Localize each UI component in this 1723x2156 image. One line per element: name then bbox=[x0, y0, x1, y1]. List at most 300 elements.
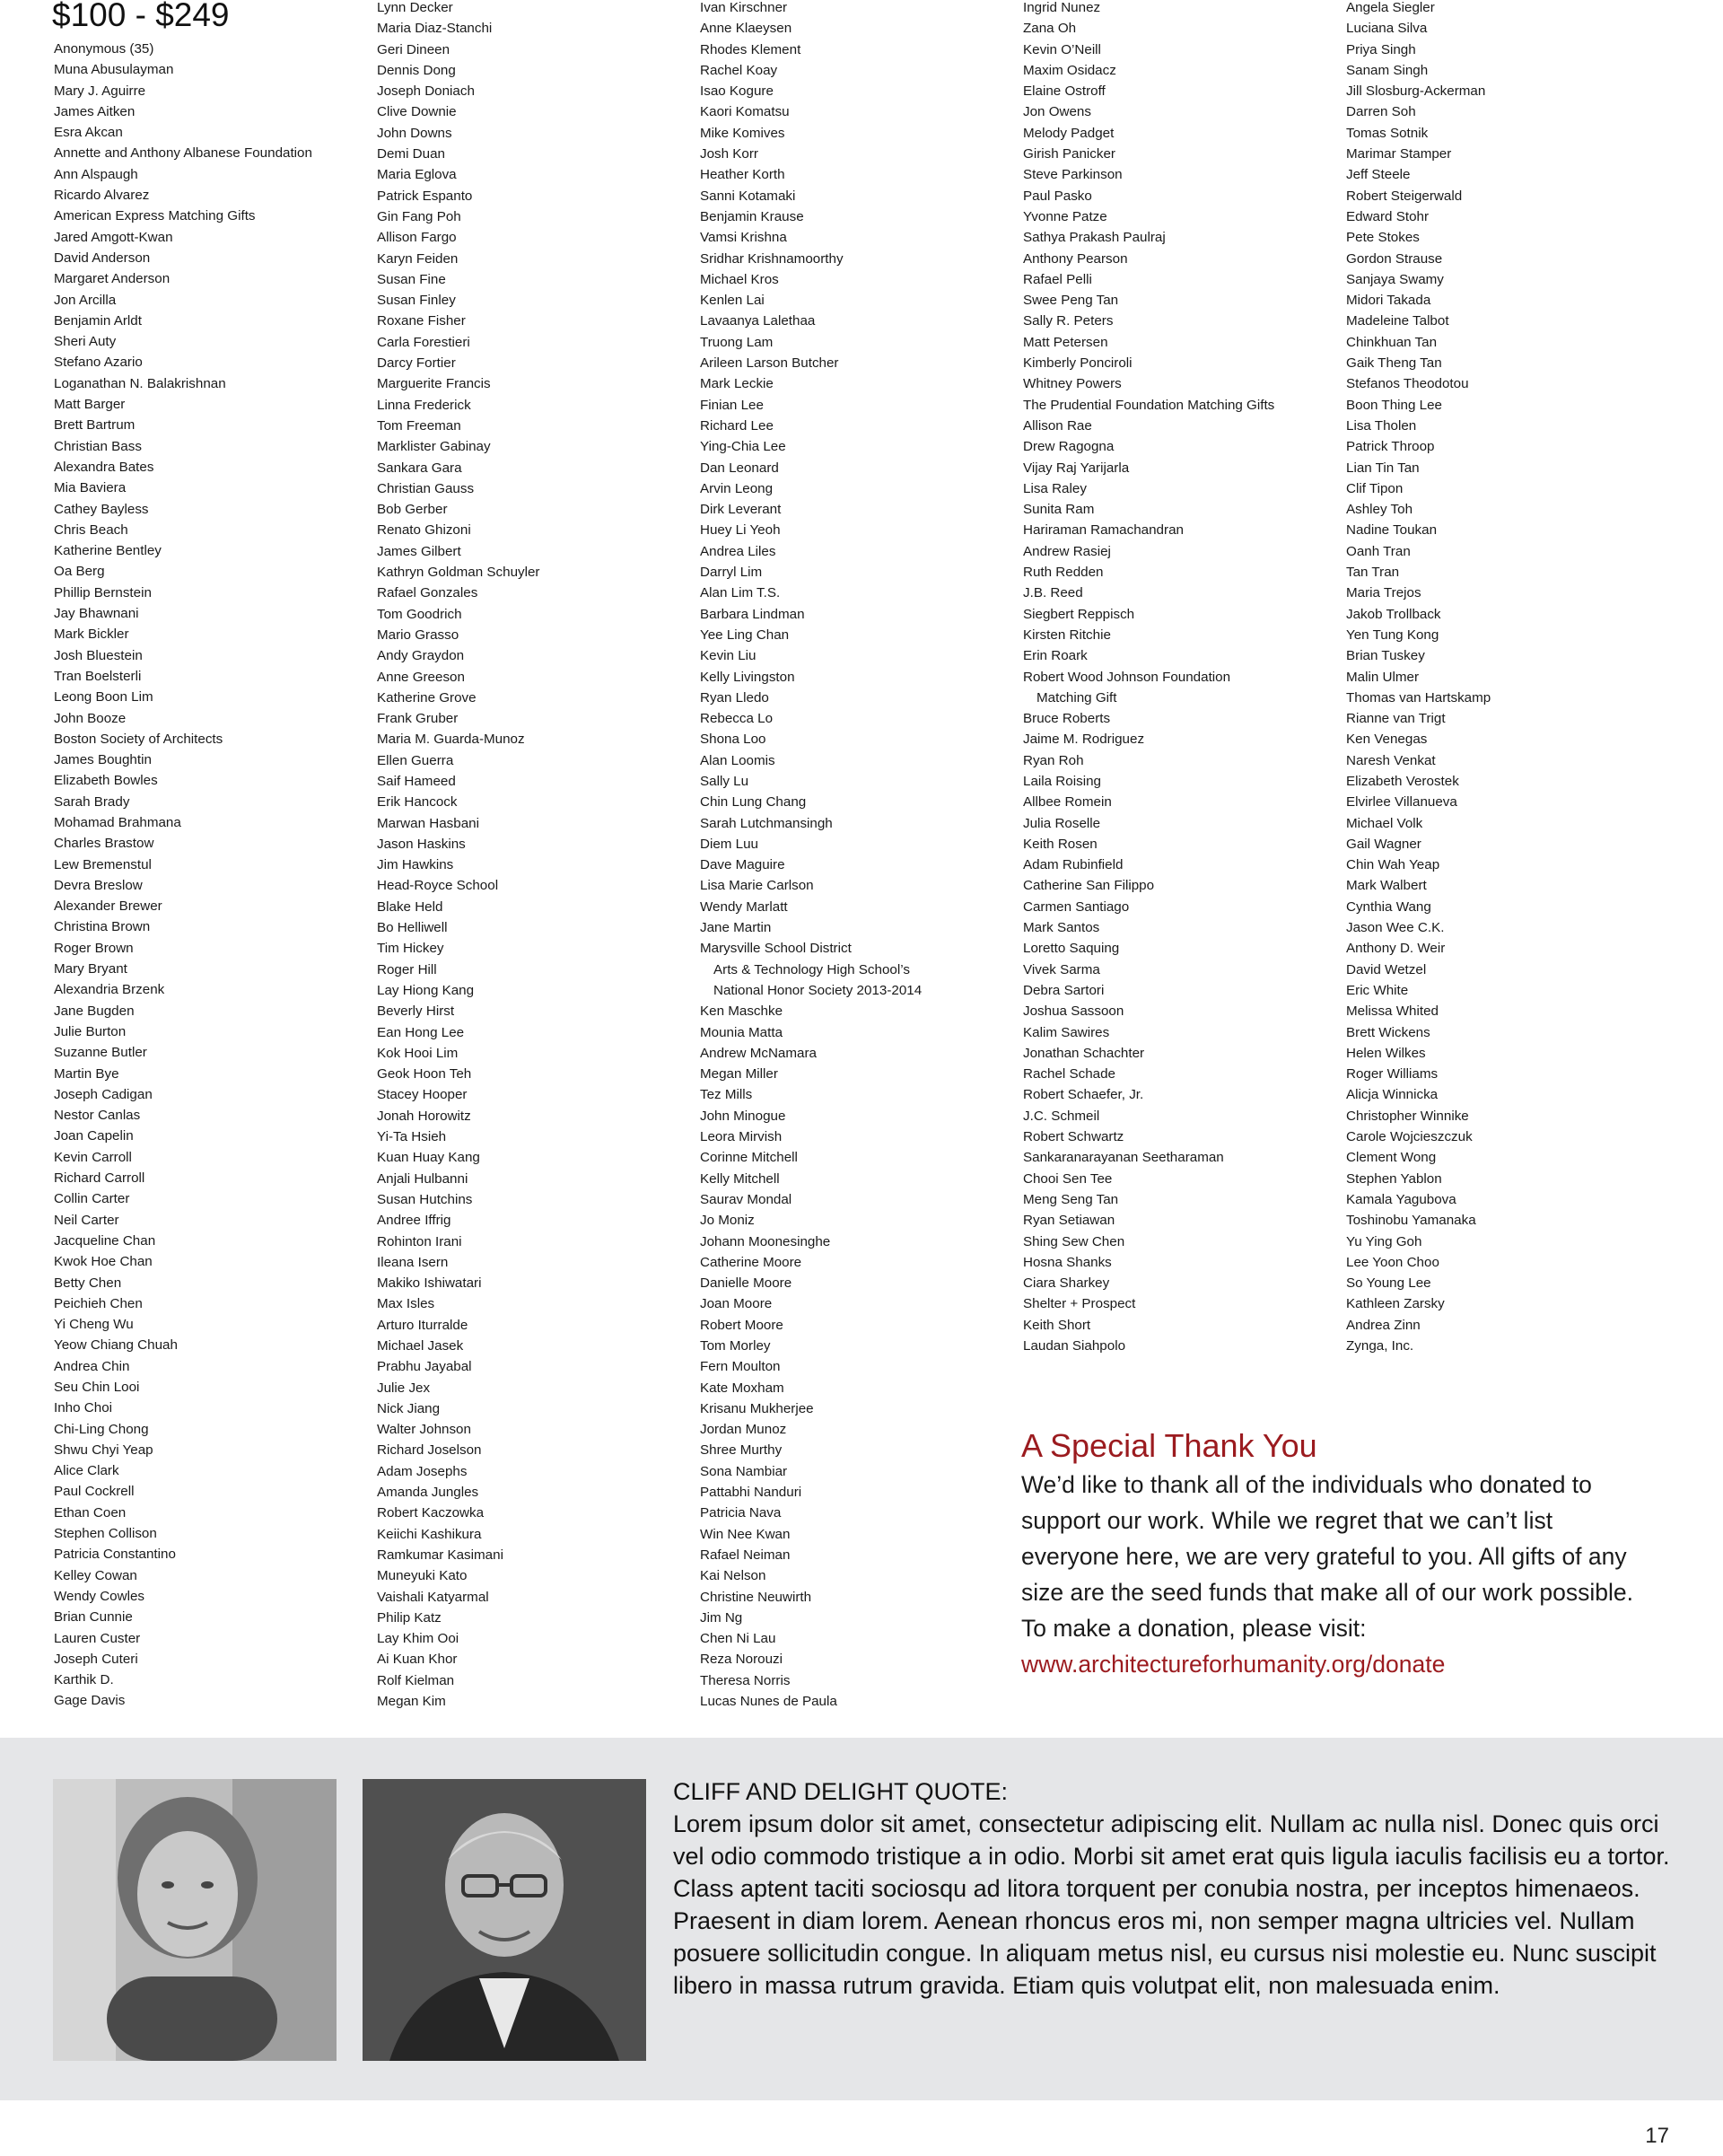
donor-name: Brian Tuskey bbox=[1346, 648, 1425, 664]
donor-name: Margaret Anderson bbox=[54, 271, 171, 287]
quote-body: Lorem ipsum dolor sit amet, consectetur adipiscing elit. Nullam ac nulla nisl. Donec quis orci vel odio commodo tristique a in odio. Morbi sit amet erat quis ligula iaculis facilisis eu a tortor. Class aptent taciti sociosqu ad litora torquent per conubia nostra, per inceptos himenaeos. Praesent in diam lorem. Aenean rhoncus eros mi, non semper magna ultricies vel. Nullam posuere sollicitudin congue. In aliquam metus nisl, eu cursus nisi molestie eu. Nunc suscipit libero in massa rutrum gravida. Etiam quis volutpat elit, non malesuada enim. bbox=[673, 1810, 1670, 1999]
donor-name: Johann Moonesinghe bbox=[700, 1233, 831, 1249]
donor-name: Ellen Guerra bbox=[377, 752, 454, 768]
donor-name: Kwok Hoe Chan bbox=[54, 1254, 153, 1270]
donor-name: Bruce Roberts bbox=[1023, 711, 1111, 727]
donor-name: Lay Hiong Kang bbox=[377, 982, 475, 998]
donor-name: Sankara Gara bbox=[377, 460, 462, 476]
donor-name: Zynga, Inc. bbox=[1346, 1338, 1414, 1354]
donor-name: Yee Ling Chan bbox=[700, 627, 790, 643]
donor-name: Sanjaya Swamy bbox=[1346, 271, 1444, 287]
donor-name: Nick Jiang bbox=[377, 1400, 441, 1416]
donor-name: Rebecca Lo bbox=[700, 711, 774, 727]
donor-name: Girish Panicker bbox=[1023, 146, 1115, 162]
donor-name: Ruth Redden bbox=[1023, 565, 1104, 581]
donor-name: Geok Hoon Teh bbox=[377, 1066, 472, 1082]
donor-name: Christopher Winnike bbox=[1346, 1108, 1469, 1124]
donor-column-1 bbox=[54, 39, 312, 1712]
portrait-man-illustration bbox=[363, 1779, 646, 2061]
donor-name: Julia Roselle bbox=[1023, 815, 1101, 831]
donor-name: Kimberly Ponciroli bbox=[1023, 355, 1133, 372]
donor-name: Matt Barger bbox=[54, 397, 126, 413]
donor-name: Dirk Leverant bbox=[700, 502, 782, 518]
special-thank-you bbox=[1021, 1425, 1649, 1682]
donor-name: Demi Duan bbox=[377, 146, 445, 162]
donor-name: Mario Grasso bbox=[377, 627, 459, 643]
donor-name: Lian Tin Tan bbox=[1346, 460, 1420, 476]
donor-name: Clement Wong bbox=[1346, 1150, 1437, 1166]
donor-name: Tom Goodrich bbox=[377, 606, 462, 622]
donor-name: Beverly Hirst bbox=[377, 1004, 455, 1020]
donor-name: Mark Walbert bbox=[1346, 878, 1427, 894]
donor-name: Hosna Shanks bbox=[1023, 1254, 1112, 1270]
donor-name: Roger Williams bbox=[1346, 1066, 1439, 1082]
donor-name: Heather Korth bbox=[700, 167, 785, 183]
donor-name: Sally R. Peters bbox=[1023, 313, 1114, 329]
donor-name: Mohamad Brahmana bbox=[54, 814, 181, 830]
donor-name: Robert Schwartz bbox=[1023, 1129, 1124, 1145]
donor-name: Catherine San Filippo bbox=[1023, 878, 1155, 894]
donor-name: Keith Rosen bbox=[1023, 836, 1098, 852]
donor-name: Matt Petersen bbox=[1023, 334, 1108, 350]
donor-name: Anjali Hulbanni bbox=[377, 1170, 468, 1187]
donor-name: Muna Abusulayman bbox=[54, 62, 174, 78]
donor-name: Anthony Pearson bbox=[1023, 250, 1128, 267]
donor-name: The Prudential Foundation Matching Gifts bbox=[1023, 397, 1275, 413]
donor-name: Josh Bluestein bbox=[54, 647, 143, 663]
donor-name: Maria Trejos bbox=[1346, 585, 1421, 601]
donor-name: Ramkumar Kasimani bbox=[377, 1547, 503, 1563]
donor-name: Jared Amgott-Kwan bbox=[54, 229, 173, 245]
donor-name: Sathya Prakash Paulraj bbox=[1023, 230, 1166, 246]
donor-name: Paul Cockrell bbox=[54, 1484, 135, 1500]
donor-name: Brett Wickens bbox=[1346, 1024, 1430, 1040]
donor-name: J.C. Schmeil bbox=[1023, 1108, 1100, 1124]
donor-name: Sally Lu bbox=[700, 773, 749, 789]
donor-name: Christian Gauss bbox=[377, 480, 475, 496]
donor-name: Zana Oh bbox=[1023, 21, 1077, 37]
page-number: 17 bbox=[1645, 2124, 1669, 2148]
donor-name: Mary Bryant bbox=[54, 961, 127, 977]
donor-name: Patricia Constantino bbox=[54, 1547, 176, 1563]
donor-name: Alice Clark bbox=[54, 1463, 119, 1479]
donor-name: Barbara Lindman bbox=[700, 606, 805, 622]
donor-name: Vamsi Krishna bbox=[700, 230, 787, 246]
donor-name: Arvin Leong bbox=[700, 480, 774, 496]
donor-name: Makiko Ishiwatari bbox=[377, 1275, 482, 1292]
donor-name: Ai Kuan Khor bbox=[377, 1652, 458, 1668]
donor-name: Roxane Fisher bbox=[377, 313, 466, 329]
donor-name: Jakob Trollback bbox=[1346, 606, 1441, 622]
donor-name: Ying-Chia Lee bbox=[700, 439, 786, 455]
donor-name: Christina Brown bbox=[54, 919, 151, 935]
donor-name: Cynthia Wang bbox=[1346, 898, 1431, 915]
donor-name: Pattabhi Nanduri bbox=[700, 1485, 802, 1501]
donor-name: Keith Short bbox=[1023, 1317, 1091, 1333]
donor-name: Krisanu Mukherjee bbox=[700, 1400, 814, 1416]
donor-name: Stephen Yablon bbox=[1346, 1170, 1442, 1187]
donor-name: J.B. Reed bbox=[1023, 585, 1083, 601]
donor-name: Darren Soh bbox=[1346, 104, 1416, 120]
donor-name: Susan Fine bbox=[377, 271, 446, 287]
donor-name: Gaik Theng Tan bbox=[1346, 355, 1442, 372]
donor-name: Alexandra Bates bbox=[54, 459, 154, 475]
donor-name: Frank Gruber bbox=[377, 711, 459, 727]
donor-name: So Young Lee bbox=[1346, 1275, 1431, 1292]
donor-name: Allison Fargo bbox=[377, 230, 457, 246]
donor-name: Finian Lee bbox=[700, 397, 764, 413]
donor-name: Paul Pasko bbox=[1023, 188, 1092, 204]
donor-name: Fern Moulton bbox=[700, 1359, 781, 1375]
donor-name: Vaishali Katyarmal bbox=[377, 1589, 489, 1605]
donor-name: Eric White bbox=[1346, 982, 1409, 998]
donor-name: Jason Wee C.K. bbox=[1346, 920, 1445, 936]
donor-name: Sanni Kotamaki bbox=[700, 188, 796, 204]
donor-name: Yu Ying Goh bbox=[1346, 1233, 1422, 1249]
donor-name: David Wetzel bbox=[1346, 961, 1427, 977]
donate-prompt: To make a donation, please visit: bbox=[1021, 1615, 1367, 1642]
donor-name: Keiichi Kashikura bbox=[377, 1526, 482, 1542]
donor-name: Jon Owens bbox=[1023, 104, 1091, 120]
donor-name: Joshua Sassoon bbox=[1023, 1004, 1124, 1020]
donor-name: Yen Tung Kong bbox=[1346, 627, 1439, 643]
donor-name: John Downs bbox=[377, 125, 452, 141]
donor-name: Chin Wah Yeap bbox=[1346, 857, 1440, 873]
donor-name: Priya Singh bbox=[1346, 41, 1416, 57]
donor-name: Patrick Espanto bbox=[377, 188, 473, 204]
donor-name: Rachel Koay bbox=[700, 62, 778, 78]
donor-name: Angela Siegler bbox=[1346, 0, 1435, 15]
donor-name: James Gilbert bbox=[377, 543, 461, 559]
donor-name: Arileen Larson Butcher bbox=[700, 355, 839, 372]
donor-name: Kalim Sawires bbox=[1023, 1024, 1110, 1040]
donor-name: Rafael Pelli bbox=[1023, 271, 1092, 287]
donor-name: Walter Johnson bbox=[377, 1422, 471, 1438]
donor-name: Philip Katz bbox=[377, 1609, 442, 1626]
donor-name: Thomas van Hartskamp bbox=[1346, 689, 1491, 706]
donor-name: Susan Finley bbox=[377, 293, 456, 309]
donor-name: Richard Lee bbox=[700, 417, 774, 434]
donor-name: Max Isles bbox=[377, 1296, 435, 1312]
donor-name: Huey Li Yeoh bbox=[700, 522, 781, 539]
donor-name: Gordon Strause bbox=[1346, 250, 1443, 267]
donor-name: Geri Dineen bbox=[377, 41, 450, 57]
donor-name: Sridhar Krishnamoorthy bbox=[700, 250, 844, 267]
donor-name: Megan Kim bbox=[377, 1694, 446, 1710]
donor-name: Hariraman Ramachandran bbox=[1023, 522, 1184, 539]
donor-name: Rafael Gonzales bbox=[377, 585, 478, 601]
donor-name: Erin Roark bbox=[1023, 648, 1088, 664]
donor-name: Stephen Collison bbox=[54, 1526, 157, 1542]
donor-name: Yeow Chiang Chuah bbox=[54, 1337, 178, 1354]
donor-name: Madeleine Talbot bbox=[1346, 313, 1449, 329]
donor-name: Bob Gerber bbox=[377, 502, 448, 518]
donor-name: Carmen Santiago bbox=[1023, 898, 1130, 915]
donor-name: Rohinton Irani bbox=[377, 1233, 462, 1249]
donor-name: Edward Stohr bbox=[1346, 208, 1430, 224]
donor-name: Marwan Hasbani bbox=[377, 815, 479, 831]
donor-name: Theresa Norris bbox=[700, 1672, 791, 1688]
donor-name: Allison Rae bbox=[1023, 417, 1092, 434]
donor-name: Elizabeth Verostek bbox=[1346, 773, 1459, 789]
donor-name: Robert Wood Johnson Foundation bbox=[1023, 669, 1231, 685]
donor-name: Lucas Nunes de Paula bbox=[700, 1694, 837, 1710]
donor-name: Jacqueline Chan bbox=[54, 1232, 156, 1249]
donor-name: Tom Freeman bbox=[377, 417, 461, 434]
donor-name: Ethan Coen bbox=[54, 1504, 127, 1521]
donor-name: Devra Breslow bbox=[54, 877, 143, 893]
donor-name: Helen Wilkes bbox=[1346, 1045, 1426, 1061]
donor-name: Anthony D. Weir bbox=[1346, 941, 1446, 957]
donor-name: Susan Hutchins bbox=[377, 1191, 473, 1207]
donor-name: Andree Iffrig bbox=[377, 1213, 451, 1229]
donor-name: Stefano Azario bbox=[54, 355, 143, 371]
donor-name: Maria Eglova bbox=[377, 167, 457, 183]
donor-name: Rachel Schade bbox=[1023, 1066, 1116, 1082]
donor-name: Bo Helliwell bbox=[377, 920, 448, 936]
donor-name: Lay Khim Ooi bbox=[377, 1631, 459, 1647]
donor-name: Chooi Sen Tee bbox=[1023, 1170, 1113, 1187]
donor-name: Jonathan Schachter bbox=[1023, 1045, 1145, 1061]
donor-name: Darryl Lim bbox=[700, 565, 763, 581]
portrait-photo-woman bbox=[53, 1779, 337, 2061]
donor-name: Kathryn Goldman Schuyler bbox=[377, 565, 540, 581]
donor-name: Renato Ghizoni bbox=[377, 522, 471, 539]
donor-name: Marklister Gabinay bbox=[377, 439, 491, 455]
donor-name: Joseph Cuteri bbox=[54, 1651, 138, 1667]
donor-name: Cathey Bayless bbox=[54, 501, 149, 517]
donor-name: Patricia Nava bbox=[700, 1505, 782, 1521]
donor-name: Michael Jasek bbox=[377, 1338, 464, 1354]
donor-name: Mark Leckie bbox=[700, 376, 774, 392]
donor-name: James Boughtin bbox=[54, 752, 152, 768]
donor-name: Yi Cheng Wu bbox=[54, 1317, 134, 1333]
donor-name: Andrew Rasiej bbox=[1023, 543, 1111, 559]
donor-name: Vivek Sarma bbox=[1023, 961, 1100, 977]
donor-name: Richard Joselson bbox=[377, 1442, 482, 1459]
donor-name: Loretto Saquing bbox=[1023, 941, 1120, 957]
donor-name: Robert Moore bbox=[700, 1317, 783, 1333]
donor-name: Nestor Canlas bbox=[54, 1108, 141, 1124]
donor-name: Elvirlee Villanueva bbox=[1346, 794, 1457, 811]
donor-name: Sanam Singh bbox=[1346, 62, 1429, 78]
donor-name: Lee Yoon Choo bbox=[1346, 1254, 1439, 1270]
donor-name: Mike Komives bbox=[700, 125, 785, 141]
donor-name: Maxim Osidacz bbox=[1023, 62, 1116, 78]
donor-name: Kirsten Ritchie bbox=[1023, 627, 1111, 643]
donor-name: Head-Royce School bbox=[377, 878, 499, 894]
donor-name: Joseph Doniach bbox=[377, 83, 475, 100]
donor-name: Neil Carter bbox=[54, 1212, 119, 1228]
donor-name: Erik Hancock bbox=[377, 794, 458, 811]
donor-name: Alan Loomis bbox=[700, 752, 775, 768]
donor-name: Dennis Dong bbox=[377, 62, 456, 78]
portrait-photo-man bbox=[363, 1779, 646, 2061]
donor-name: Josh Korr bbox=[700, 146, 758, 162]
donor-name: Rolf Kielman bbox=[377, 1672, 455, 1688]
donor-name: Kaori Komatsu bbox=[700, 104, 790, 120]
donor-name: Carole Wojcieszczuk bbox=[1346, 1129, 1473, 1145]
donor-name: Patrick Throop bbox=[1346, 439, 1435, 455]
donor-name: Alexander Brewer bbox=[54, 898, 162, 915]
donor-name: Karyn Feiden bbox=[377, 250, 459, 267]
donor-name: Blake Held bbox=[377, 898, 443, 915]
donor-name: Shwu Chyi Yeap bbox=[54, 1442, 153, 1458]
donor-name: Benjamin Arldt bbox=[54, 312, 142, 329]
donor-name: Corinne Mitchell bbox=[700, 1150, 798, 1166]
donor-name: Tom Morley bbox=[700, 1338, 771, 1354]
donor-name: Oanh Tran bbox=[1346, 543, 1411, 559]
donor-name: Rafael Neiman bbox=[700, 1547, 791, 1563]
donor-name: National Honor Society 2013-2014 bbox=[713, 982, 923, 998]
donor-name: Jo Moniz bbox=[700, 1213, 755, 1229]
donor-name: Joseph Cadigan bbox=[54, 1086, 153, 1102]
donor-name: Steve Parkinson bbox=[1023, 167, 1123, 183]
donor-name: Jason Haskins bbox=[377, 836, 466, 852]
donor-name: Kenlen Lai bbox=[700, 293, 765, 309]
donor-name: Laudan Siahpolo bbox=[1023, 1338, 1126, 1354]
donor-name: Truong Lam bbox=[700, 334, 774, 350]
donor-name: Catherine Moore bbox=[700, 1254, 802, 1270]
donor-name: Naresh Venkat bbox=[1346, 752, 1436, 768]
donor-name: Sankaranarayanan Seetharaman bbox=[1023, 1150, 1224, 1166]
donor-name: Lavaanya Lalethaa bbox=[700, 313, 816, 329]
donor-name: American Express Matching Gifts bbox=[54, 208, 256, 224]
quote-band bbox=[0, 1738, 1723, 2100]
donor-name: Ryan Lledo bbox=[700, 689, 769, 706]
donor-name: Christine Neuwirth bbox=[700, 1589, 812, 1605]
donor-name: Melissa Whited bbox=[1346, 1004, 1439, 1020]
donor-name: Shona Loo bbox=[700, 732, 766, 748]
donor-name: Ken Venegas bbox=[1346, 732, 1428, 748]
donor-name: James Aitken bbox=[54, 103, 136, 119]
donor-name: Drew Ragogna bbox=[1023, 439, 1115, 455]
donor-name: Charles Brastow bbox=[54, 836, 154, 852]
donor-name: Marimar Stamper bbox=[1346, 146, 1452, 162]
donor-name: Ileana Isern bbox=[377, 1254, 449, 1270]
donor-name: Pete Stokes bbox=[1346, 230, 1420, 246]
donor-name: Andrea Liles bbox=[700, 543, 776, 559]
donor-name: Jordan Munoz bbox=[700, 1422, 787, 1438]
donor-name: Rhodes Klement bbox=[700, 41, 801, 57]
donor-name: Wendy Cowles bbox=[54, 1588, 145, 1604]
donor-name: Brett Bartrum bbox=[54, 417, 136, 434]
donor-name: Whitney Powers bbox=[1023, 376, 1122, 392]
donor-name: Ean Hong Lee bbox=[377, 1024, 465, 1040]
donor-name: Suzanne Butler bbox=[54, 1045, 147, 1061]
donor-name: Danielle Moore bbox=[700, 1275, 792, 1292]
donor-column-2 bbox=[377, 0, 540, 1712]
donor-name: Tomas Sotnik bbox=[1346, 125, 1429, 141]
donor-name: Jim Ng bbox=[700, 1609, 743, 1626]
donor-name: Richard Carroll bbox=[54, 1170, 145, 1187]
donor-name: Loganathan N. Balakrishnan bbox=[54, 375, 226, 391]
donor-name: Toshinobu Yamanaka bbox=[1346, 1213, 1476, 1229]
donor-name: Midori Takada bbox=[1346, 293, 1431, 309]
donor-name: Kevin Liu bbox=[700, 648, 757, 664]
donor-name: Kelley Cowan bbox=[54, 1567, 137, 1583]
donor-name: Rianne van Trigt bbox=[1346, 711, 1446, 727]
donor-name: Kamala Yagubova bbox=[1346, 1191, 1456, 1207]
donor-name: Ryan Roh bbox=[1023, 752, 1084, 768]
donor-name: Allbee Romein bbox=[1023, 794, 1112, 811]
donor-name: Seu Chin Looi bbox=[54, 1380, 140, 1395]
donor-name: Shing Sew Chen bbox=[1023, 1233, 1125, 1249]
donor-name: Melody Padget bbox=[1023, 125, 1115, 141]
donor-name: Joan Moore bbox=[700, 1296, 773, 1312]
donor-name: Jonah Horowitz bbox=[377, 1108, 471, 1124]
donor-name: Brian Cunnie bbox=[54, 1609, 133, 1626]
quote-block bbox=[673, 1775, 1678, 2002]
donor-name: Jon Arcilla bbox=[54, 292, 117, 308]
donor-name: Marguerite Francis bbox=[377, 376, 491, 392]
donor-name: Adam Josephs bbox=[377, 1463, 468, 1479]
tier-heading: $100 - $249 bbox=[52, 0, 230, 33]
donor-name: Jim Hawkins bbox=[377, 857, 454, 873]
donor-name: Jay Bhawnani bbox=[54, 606, 139, 622]
donor-name: Chen Ni Lau bbox=[700, 1631, 776, 1647]
donor-name: Dan Leonard bbox=[700, 460, 779, 476]
donor-name: Maria M. Guarda-Munoz bbox=[377, 732, 525, 748]
donor-name: Yi-Ta Hsieh bbox=[377, 1129, 447, 1145]
donor-name: Ashley Toh bbox=[1346, 502, 1413, 518]
donor-name: Carla Forestieri bbox=[377, 334, 470, 350]
donor-name: Tim Hickey bbox=[377, 941, 444, 957]
donor-name: Alan Lim T.S. bbox=[700, 585, 781, 601]
donor-name: Leong Boon Lim bbox=[54, 689, 153, 706]
donor-name: Jeff Steele bbox=[1346, 167, 1411, 183]
donate-link[interactable]: www.architectureforhumanity.org/donate bbox=[1021, 1651, 1446, 1678]
donor-column-3 bbox=[700, 0, 922, 1712]
special-thank-you-title: A Special Thank You bbox=[1021, 1427, 1317, 1464]
donor-name: Muneyuki Kato bbox=[377, 1568, 468, 1584]
donor-name: Martin Bye bbox=[54, 1065, 119, 1082]
donor-name: Clive Downie bbox=[377, 104, 457, 120]
donor-name: Shree Murthy bbox=[700, 1442, 783, 1459]
donor-name: Chinkhuan Tan bbox=[1346, 334, 1438, 350]
donor-name: Laila Roising bbox=[1023, 773, 1101, 789]
donor-name: Linna Frederick bbox=[377, 397, 471, 413]
donor-name: Roger Brown bbox=[54, 940, 134, 956]
donor-name: Katherine Grove bbox=[377, 689, 477, 706]
donor-name: Luciana Silva bbox=[1346, 21, 1428, 37]
donor-name: Marysville School District bbox=[700, 941, 852, 957]
donor-name: Diem Luu bbox=[700, 836, 758, 852]
donor-name: Yvonne Patze bbox=[1023, 208, 1107, 224]
special-thank-you-body: We’d like to thank all of the individuals who donated to support our work. While we regret that we can’t list everyone here, we are very grateful to you. All gifts of any size are the seed funds that make all of our work possible. bbox=[1021, 1471, 1633, 1606]
donor-name: Phillip Bernstein bbox=[54, 584, 152, 600]
donor-name: Jill Slosburg-Ackerman bbox=[1346, 83, 1486, 100]
donor-name: Chin Lung Chang bbox=[700, 794, 807, 811]
donor-name: Kevin O’Neill bbox=[1023, 41, 1101, 57]
donor-name: Jane Bugden bbox=[54, 1003, 135, 1019]
donor-name: Clif Tipon bbox=[1346, 480, 1404, 496]
donor-name: Isao Kogure bbox=[700, 83, 774, 100]
donor-name: Andrea Zinn bbox=[1346, 1317, 1421, 1333]
donor-name: Tan Tran bbox=[1346, 565, 1400, 581]
donor-name: Swee Peng Tan bbox=[1023, 293, 1119, 309]
donor-name: Lisa Marie Carlson bbox=[700, 878, 814, 894]
donor-name: Amanda Jungles bbox=[377, 1485, 479, 1501]
donor-name: Kok Hooi Lim bbox=[377, 1045, 459, 1061]
donor-name: Roger Hill bbox=[377, 961, 437, 977]
donor-name: Lauren Custer bbox=[54, 1630, 141, 1646]
donor-name: Kathleen Zarsky bbox=[1346, 1296, 1445, 1312]
donor-column-4 bbox=[1023, 0, 1274, 1356]
donor-name: Siegbert Reppisch bbox=[1023, 606, 1135, 622]
donor-column-5 bbox=[1346, 0, 1491, 1356]
donor-name: Benjamin Krause bbox=[700, 208, 804, 224]
